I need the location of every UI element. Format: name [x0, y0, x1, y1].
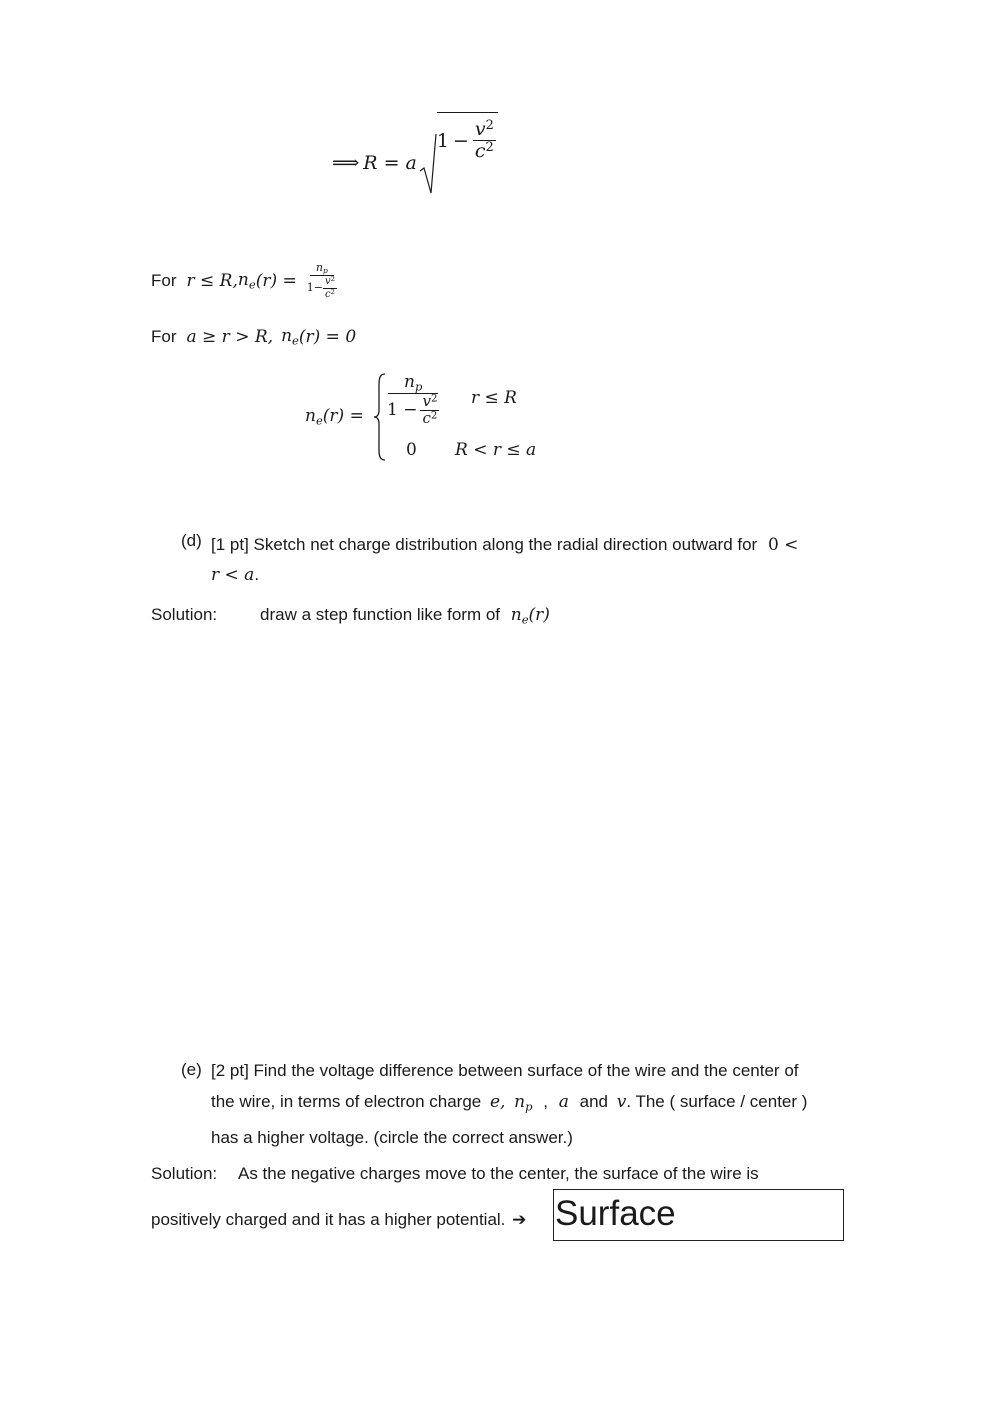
part-e-and: and	[579, 1092, 608, 1111]
case1-np: n	[404, 372, 415, 392]
part-e-line-3: has a higher voltage. (circle the correct answer.)	[211, 1128, 573, 1148]
line1-ne	[238, 270, 256, 291]
eq-R-fraction	[473, 119, 496, 162]
part-e-line-1: [2 pt] Find the voltage difference between surface of the wire and the center of	[211, 1061, 799, 1080]
part-d-math-1: 0 <	[767, 535, 799, 555]
line2-ne	[281, 326, 299, 347]
arrow-right-icon: ➔	[512, 1210, 527, 1229]
line1-v: v	[324, 276, 331, 288]
eq-R-minus: −	[452, 129, 469, 152]
eq-R-v: v	[474, 118, 486, 141]
piecewise-n: n	[305, 406, 316, 426]
case1-c-exp: 2	[430, 410, 438, 422]
solution-d-ne	[511, 605, 550, 625]
part-e-e: e,	[489, 1092, 506, 1112]
line1-np-sub: p	[322, 266, 328, 276]
part-e-n: n	[514, 1092, 526, 1112]
solution-d-arg: (r)	[528, 605, 550, 625]
solution-e-label: Solution:	[151, 1164, 218, 1183]
equation-R	[332, 118, 498, 198]
answer-surface: Surface	[555, 1194, 676, 1233]
case1-fraction	[385, 373, 441, 428]
piecewise-equation	[305, 370, 565, 465]
part-e-line-2-end: . The ( surface / center )	[626, 1092, 808, 1111]
part-e-v: v	[616, 1092, 627, 1112]
solution-e-line-1: As the negative charges move to the center, the surface of the wire is	[238, 1164, 759, 1183]
line2-rhs: (r) = 0	[298, 327, 357, 347]
line1-cond: r ≤ R,	[186, 271, 238, 291]
part-e-label: (e)	[181, 1060, 202, 1079]
line1-arg: (r) =	[255, 271, 297, 291]
part-e-question	[211, 1055, 851, 1153]
answer-box	[553, 1189, 844, 1241]
line1-v-exp: 2	[330, 274, 335, 283]
part-d-question	[211, 530, 841, 590]
eq-R-lhs: R	[363, 152, 378, 174]
part-e-a: a	[558, 1092, 569, 1112]
part-e-line-2-text: the wire, in terms of electron charge	[211, 1092, 482, 1111]
line2-n: n	[281, 326, 293, 347]
line1-prefix: For	[151, 271, 177, 290]
line2-prefix: For	[151, 327, 177, 346]
eq-R-v-exp: 2	[485, 118, 494, 134]
part-e-line-2	[211, 1086, 851, 1122]
line1-np: n	[315, 260, 323, 274]
case1-np-sub: p	[414, 379, 423, 394]
solution-d-label: Solution:	[151, 605, 218, 624]
case1-v-exp: 2	[430, 393, 438, 405]
case2-condition: R < r ≤ a	[455, 440, 537, 460]
part-e-n-sub: p	[525, 1099, 533, 1114]
piecewise-lhs-rest: (r) =	[322, 406, 364, 426]
solution-d-text: draw a step function like form of	[260, 605, 501, 624]
piecewise-lhs	[305, 406, 364, 427]
part-d-text: [1 pt] Sketch net charge distribution along the radial direction outward for	[211, 535, 758, 554]
part-d-math-2: r < a	[211, 565, 255, 585]
line1-one-minus: 1−	[306, 281, 323, 295]
sqrt-icon	[419, 131, 437, 195]
eq-R-a: a	[405, 152, 417, 174]
line1-n-sub: e	[248, 277, 256, 292]
case1-v: v	[422, 391, 431, 410]
eq-R-c: c	[474, 139, 486, 162]
line1-c: c	[324, 288, 331, 300]
case1-one-minus: 1 −	[387, 399, 418, 420]
eq-R-equals: =	[383, 152, 400, 174]
solution-d-text-row	[260, 604, 550, 630]
line2-cond: a ≥ r > R,	[186, 327, 274, 347]
part-e-comma: ,	[543, 1092, 548, 1111]
line1-c-exp: 2	[330, 287, 335, 296]
condition-line-1	[151, 258, 339, 304]
line2-n-sub: e	[292, 333, 299, 348]
eq-R-one: 1	[436, 129, 449, 152]
solution-d-n-sub: e	[521, 612, 529, 627]
case1-c: c	[422, 409, 431, 428]
eq-R-c-exp: 2	[485, 140, 494, 155]
part-e-np	[514, 1092, 532, 1112]
piecewise-n-sub: e	[315, 413, 323, 428]
condition-line-2	[151, 324, 356, 350]
line1-n: n	[237, 270, 249, 291]
solution-d-n: n	[510, 605, 522, 625]
solution-e-line-2-text: positively charged and it has a higher potential.	[151, 1210, 506, 1229]
case2-value: 0	[406, 440, 417, 460]
sqrt-radicand	[437, 112, 498, 162]
solution-e-line-2	[151, 1209, 526, 1231]
implies-arrow: ⟹	[332, 152, 360, 174]
line1-fraction	[305, 262, 339, 300]
case1-condition: r ≤ R	[471, 388, 517, 408]
part-d-end: .	[254, 565, 260, 584]
part-d-label: (d)	[181, 531, 202, 550]
